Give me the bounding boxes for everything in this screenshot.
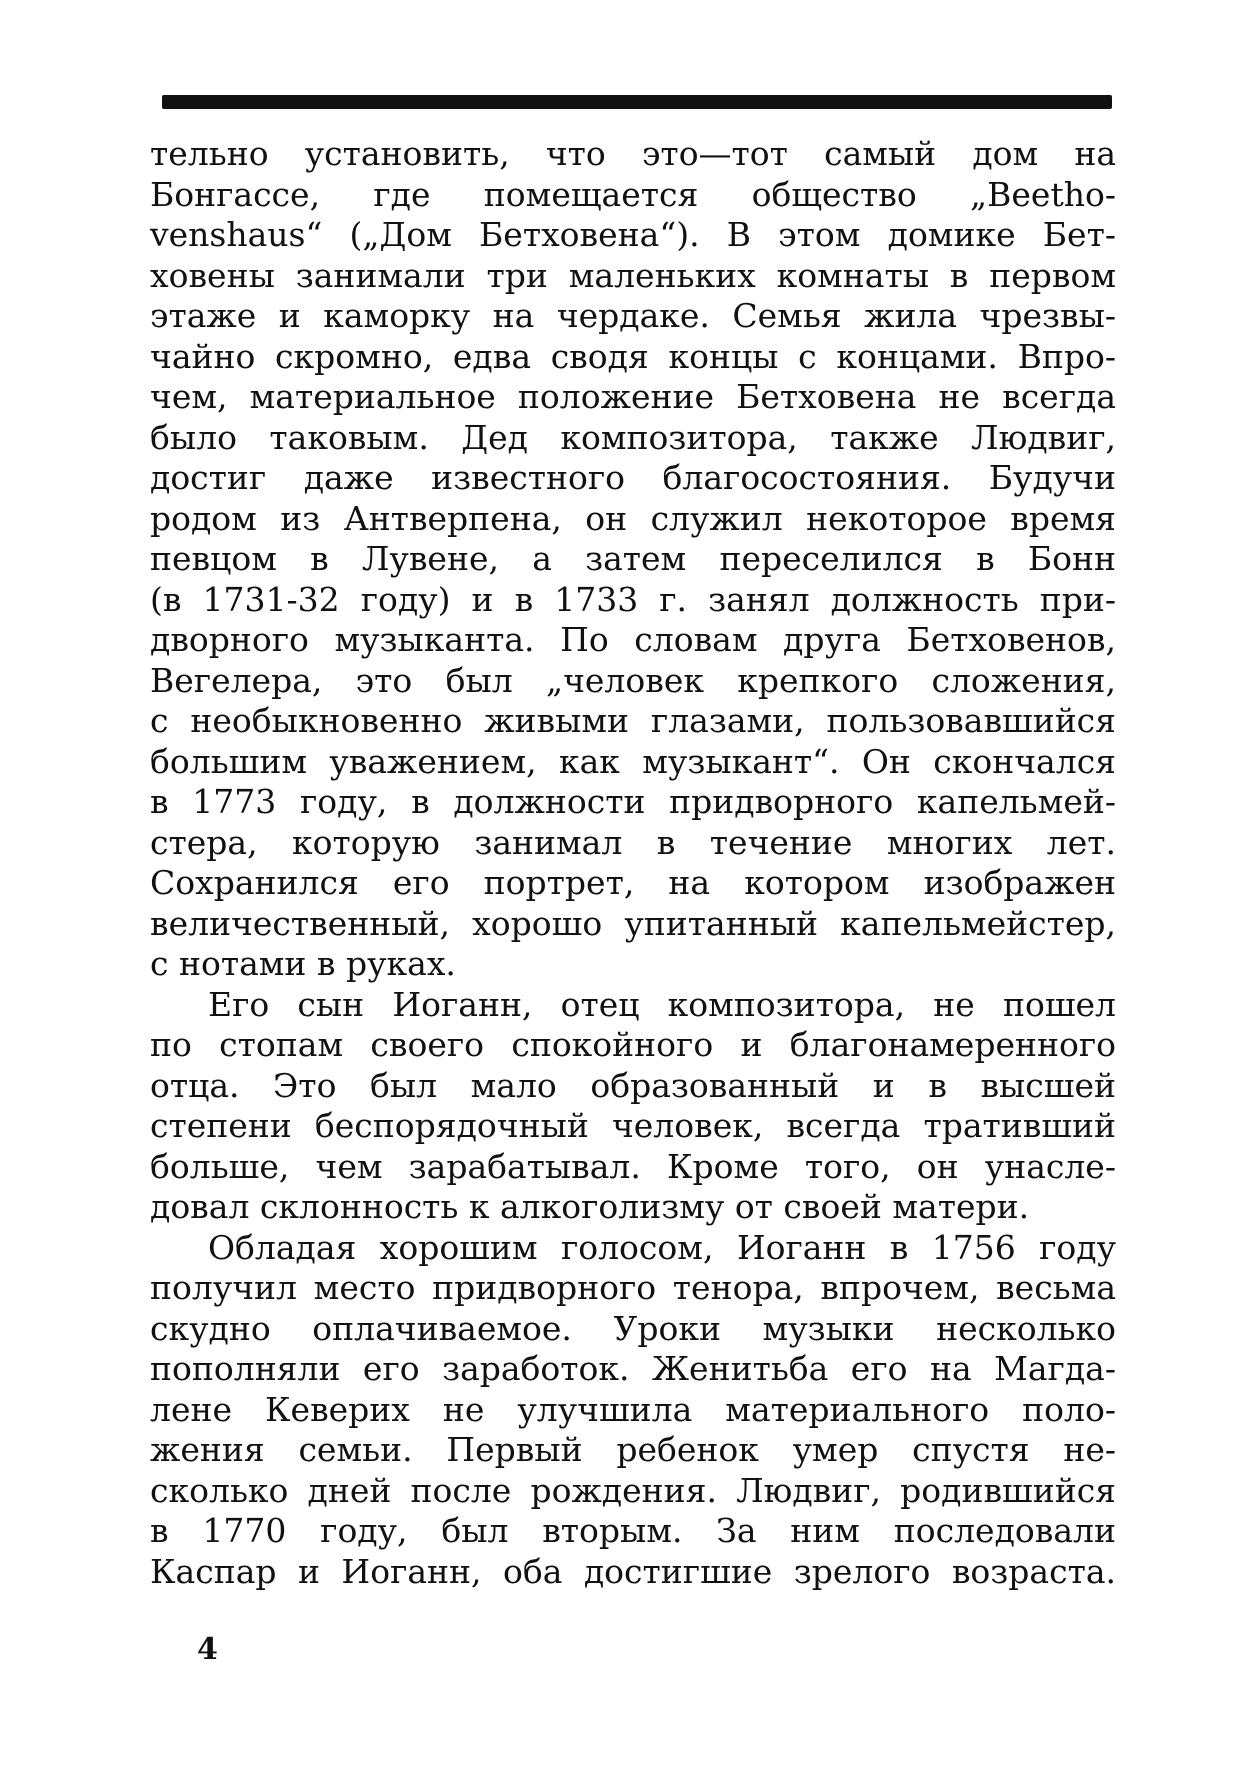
text-line: пополняли его заработок. Женитьба его на Магда-: [150, 1349, 1116, 1388]
text-line: было таковым. Дед композитора, также Людвиг,: [150, 417, 1116, 457]
text-line: лене Кеверих не улучшила материального поло-: [150, 1389, 1116, 1429]
text-line: по стопам своего спокойного и благонамеренного: [150, 1025, 1116, 1064]
text-line: степени беспорядочный человек, всегда тративший: [150, 1106, 1116, 1145]
text-line: Обладая хорошим голосом, Иоганн в 1756 году: [208, 1227, 1116, 1267]
body-text: [150, 134, 1116, 1592]
text-line: отца. Это был мало образованный и в высшей: [150, 1065, 1116, 1105]
text-line: ховены занимали три маленьких комнаты в первом: [150, 255, 1116, 295]
text-line: большим уважением, как музыкант“. Он скончался: [150, 741, 1116, 781]
text-line: venshaus“ („Дом Бетховена“). В этом домике Бет-: [150, 215, 1116, 254]
text-line: чем, материальное положение Бетховена не всегда: [150, 377, 1116, 416]
text-line: с необыкновенно живыми глазами, пользовавшийся: [150, 701, 1116, 740]
text-line: родом из Антверпена, он служил некоторое время: [150, 498, 1116, 538]
text-line: довал склонность к алкоголизму от своей матери.: [150, 1187, 1030, 1226]
text-line: больше, чем зарабатывал. Кроме того, он унасле-: [150, 1146, 1116, 1186]
top-decorative-rule: [162, 95, 1112, 109]
text-line: Его сын Иоганн, отец композитора, не пошел: [208, 984, 1116, 1024]
text-line: Сохранился его портрет, на котором изображен: [150, 863, 1116, 902]
page-number: 4: [197, 1632, 218, 1667]
text-line: чайно скромно, едва сводя концы с концами. Впро-: [150, 336, 1116, 376]
text-line: с нотами в руках.: [150, 944, 456, 983]
text-line: Вегелера, это был „человек крепкого сложения,: [150, 660, 1116, 700]
text-line: достиг даже известного благосостояния. Будучи: [150, 458, 1116, 497]
text-line: Бонгассе, где помещается общество „Beetho-: [150, 174, 1116, 214]
text-line: певцом в Лувене, а затем переселился в Бонн: [150, 539, 1116, 578]
text-line: в 1770 году, был вторым. За ним последовали: [150, 1511, 1116, 1550]
text-line: Каспар и Иоганн, оба достигшие зрелого возраста.: [150, 1551, 1116, 1591]
text-line: сколько дней после рождения. Людвиг, родившийся: [150, 1470, 1116, 1510]
text-line: дворного музыканта. По словам друга Бетховенов,: [150, 620, 1116, 659]
text-line: скудно оплачиваемое. Уроки музыки несколько: [150, 1308, 1116, 1348]
text-line: (в 1731-32 году) и в 1733 г. занял должность при-: [150, 579, 1116, 619]
text-line: величественный, хорошо упитанный капельмейстер,: [150, 903, 1116, 943]
text-line: жения семьи. Первый ребенок умер спустя не-: [150, 1430, 1116, 1469]
text-line: тельно установить, что это—тот самый дом на: [150, 134, 1116, 173]
text-line: в 1773 году, в должности придворного капельмей-: [150, 782, 1116, 821]
text-line: стера, которую занимал в течение многих лет.: [150, 822, 1116, 862]
text-line: получил место придворного тенора, впрочем, весьма: [150, 1268, 1116, 1307]
text-line: этаже и каморку на чердаке. Семья жила чрезвы-: [150, 296, 1116, 335]
